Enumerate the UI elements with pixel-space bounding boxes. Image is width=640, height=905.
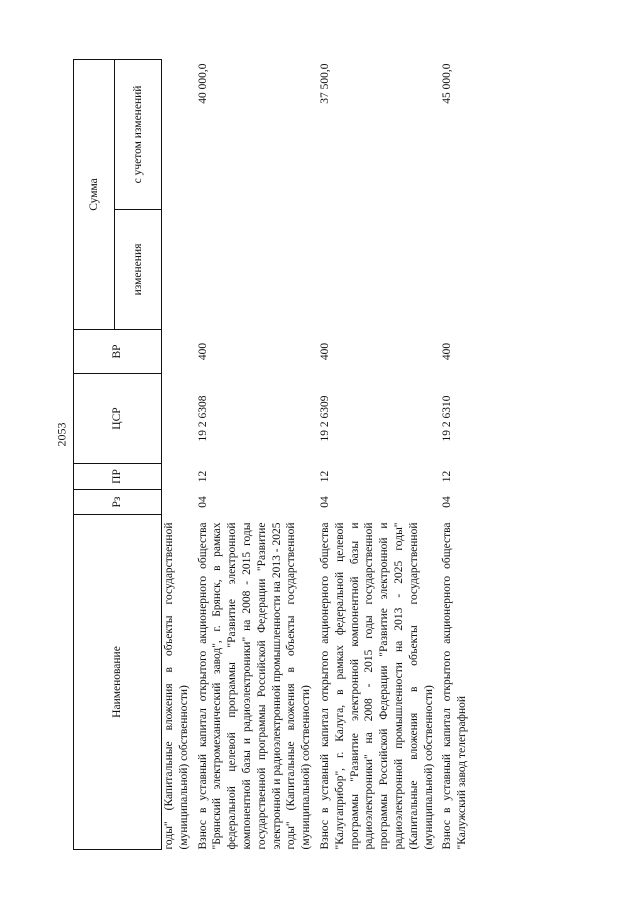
table-row [162, 59, 192, 849]
row-rz: 04 [318, 496, 331, 508]
budget-table [73, 59, 470, 850]
row-vr: 400 [196, 342, 209, 361]
row-pr: 12 [318, 470, 331, 483]
row-csr: 19 2 6309 [318, 395, 331, 442]
table-row [314, 59, 436, 849]
row-csr [162, 374, 192, 464]
row-rz: 04 [196, 496, 209, 508]
row-pr: 12 [441, 470, 454, 483]
row-vr: 400 [441, 342, 454, 361]
row-csr: 19 2 6310 [441, 395, 454, 442]
header-vr: ВР [74, 330, 162, 374]
page-number: 2053 [54, 422, 69, 447]
row-total: 40 000,0 [196, 63, 209, 104]
row-total: 45 000,0 [441, 63, 454, 104]
row-name: Взнос в уставный капитал открытого акционерного общества "Брянский электромеханический завод", г. Брянск, в рамках федеральной целевой программы "Развитие электронной компонентной базы и радиоэлектроники" на 2008 - 2015 годы государственной программы Российской Федерации "Развитие электронной и радиоэлектронной промышленности на 2013 - 2025 годы" (Капитальные вложения в объекты государственной (муниципальной) собственности) [196, 522, 313, 850]
row-total [162, 59, 192, 209]
row-rz [162, 490, 192, 515]
rotated-table-page [73, 60, 613, 850]
header-with-changes: с учетом изменений [115, 59, 162, 209]
table-row [436, 59, 470, 849]
row-csr: 19 2 6308 [196, 395, 209, 442]
row-name: Взнос в уставный капитал открытого акционерного общества "Калужский завод телеграфной [441, 522, 469, 850]
row-total: 37 500,0 [318, 63, 331, 104]
header-name: Наименование [74, 515, 162, 850]
row-change [436, 210, 470, 330]
row-vr: 400 [318, 342, 331, 361]
header-csr: ЦСР [74, 374, 162, 464]
row-pr: 12 [196, 470, 209, 483]
row-change [192, 210, 314, 330]
row-rz: 04 [441, 496, 454, 508]
row-vr [162, 330, 192, 374]
row-pr [162, 464, 192, 490]
table-row [192, 59, 314, 849]
header-rz: Рз [74, 490, 162, 515]
header-sum: Сумма [74, 59, 115, 329]
row-name: Взнос в уставный капитал открытого акционерного общества "Калугаприбор", г. Калуга, в рамках федеральной целевой программы "Развитие электронной компонентной базы и радиоэлектроники" на 2008 - 2015 годы государственной программы Российской Федерации "Развитие электронной и радиоэлектронной промышленности на 2013 - 2025 годы" (Капитальные вложения в объекты государственной (муниципальной) собственности) [318, 522, 435, 850]
row-change [314, 210, 436, 330]
table-body [162, 59, 470, 849]
row-change [162, 210, 192, 330]
row-name: годы" (Капитальные вложения в объекты государственной (муниципальной) собственности) [163, 522, 190, 850]
table-header [74, 59, 162, 849]
header-changes: изменения [115, 210, 162, 330]
header-pr: ПР [74, 464, 162, 490]
